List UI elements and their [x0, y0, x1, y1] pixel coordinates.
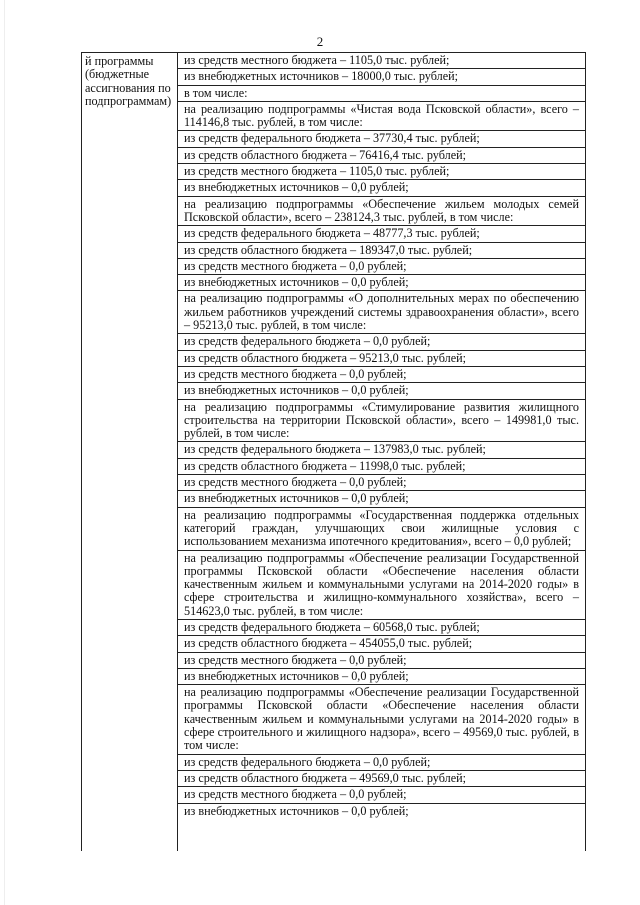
table-row: из средств местного бюджета – 0,0 рублей;: [178, 787, 585, 803]
table-row: из внебюджетных источников – 0,0 рублей;: [178, 180, 585, 196]
table-row: на реализацию подпрограммы «О дополнительных мерах по обеспечению жильем работников учреждений системы здравоохранения области», всего – 95213,0 тыс. рублей, в том числе:: [178, 291, 585, 334]
table-row: из средств федерального бюджета – 0,0 рублей;: [178, 755, 585, 771]
page-number: 2: [316, 34, 324, 49]
table-row: из средств местного бюджета – 1105,0 тыс. рублей;: [178, 164, 585, 180]
table-row: на реализацию подпрограммы «Чистая вода Псковской области», всего – 114146,8 тыс. рублей, в том числе:: [178, 102, 585, 132]
table-row: из средств местного бюджета – 0,0 рублей;: [178, 259, 585, 275]
table-row: на реализацию подпрограммы «Государственная поддержка отдельных категорий граждан, улучшающих свои жилищные условия с использованием механизма ипотечного кредитования», всего – 0,0 рублей;: [178, 508, 585, 551]
budget-table: [81, 52, 586, 851]
table-row: из средств федерального бюджета – 37730,4 тыс. рублей;: [178, 131, 585, 147]
table-row: из средств областного бюджета – 11998,0 тыс. рублей;: [178, 459, 585, 475]
table-row: из внебюджетных источников – 0,0 рублей;: [178, 275, 585, 291]
table-row: из средств федерального бюджета – 48777,3 тыс. рублей;: [178, 226, 585, 242]
table-row: на реализацию подпрограммы «Обеспечение жильем молодых семей Псковской области», всего – 238124,3 тыс. рублей, в том числе:: [178, 197, 585, 227]
table-row: из средств областного бюджета – 95213,0 тыс. рублей;: [178, 351, 585, 367]
table-row: на реализацию подпрограммы «Стимулирование развития жилищного строительства на территории Псковской области», всего – 149981,0 тыс. рублей, в том числе:: [178, 400, 585, 443]
table-row: из средств областного бюджета – 49569,0 тыс. рублей;: [178, 771, 585, 787]
table-row: на реализацию подпрограммы «Обеспечение реализации Государственной программы Псковской области «Обеспечение населения области качественным жильем и коммунальными услугами на 2014-2020 годы» в сфере строительства и жилищно-коммунального хозяйства», всего – 514623,0 тыс. рублей, в том числе:: [178, 551, 585, 620]
table-right-column: [178, 53, 585, 851]
table-row: из внебюджетных источников – 18000,0 тыс. рублей;: [178, 69, 585, 85]
table-row: из внебюджетных источников – 0,0 рублей;: [178, 383, 585, 399]
table-row: из средств федерального бюджета – 0,0 рублей;: [178, 334, 585, 350]
table-row: в том числе:: [178, 86, 585, 102]
table-row: из средств федерального бюджета – 137983,0 тыс. рублей;: [178, 442, 585, 458]
table-row: из средств областного бюджета – 454055,0 тыс. рублей;: [178, 636, 585, 652]
table-row: из средств местного бюджета – 0,0 рублей;: [178, 653, 585, 669]
table-row: из внебюджетных источников – 0,0 рублей;: [178, 669, 585, 685]
table-row: из средств местного бюджета – 0,0 рублей;: [178, 475, 585, 491]
table-row: из средств федерального бюджета – 60568,0 тыс. рублей;: [178, 620, 585, 636]
table-row: из внебюджетных источников – 0,0 рублей;: [178, 491, 585, 507]
scan-edge: [4, 0, 5, 905]
table-row: на реализацию подпрограммы «Обеспечение реализации Государственной программы Псковской области «Обеспечение населения области качественным жильем и коммунальными услугами на 2014-2020 годы» в сфере строительного и жилищного надзора», всего – 49569,0 тыс. рублей, в том числе:: [178, 685, 585, 754]
table-row: из внебюджетных источников – 0,0 рублей;: [184, 803, 409, 818]
table-row: из средств местного бюджета – 1105,0 тыс. рублей;: [178, 53, 585, 69]
table-row: из средств областного бюджета – 76416,4 тыс. рублей;: [178, 148, 585, 164]
table-left-cell: й программы (бюджетные ассигнования по подпрограммам): [82, 53, 178, 851]
table-row: из средств местного бюджета – 0,0 рублей;: [178, 367, 585, 383]
table-row: из средств областного бюджета – 189347,0 тыс. рублей;: [178, 243, 585, 259]
